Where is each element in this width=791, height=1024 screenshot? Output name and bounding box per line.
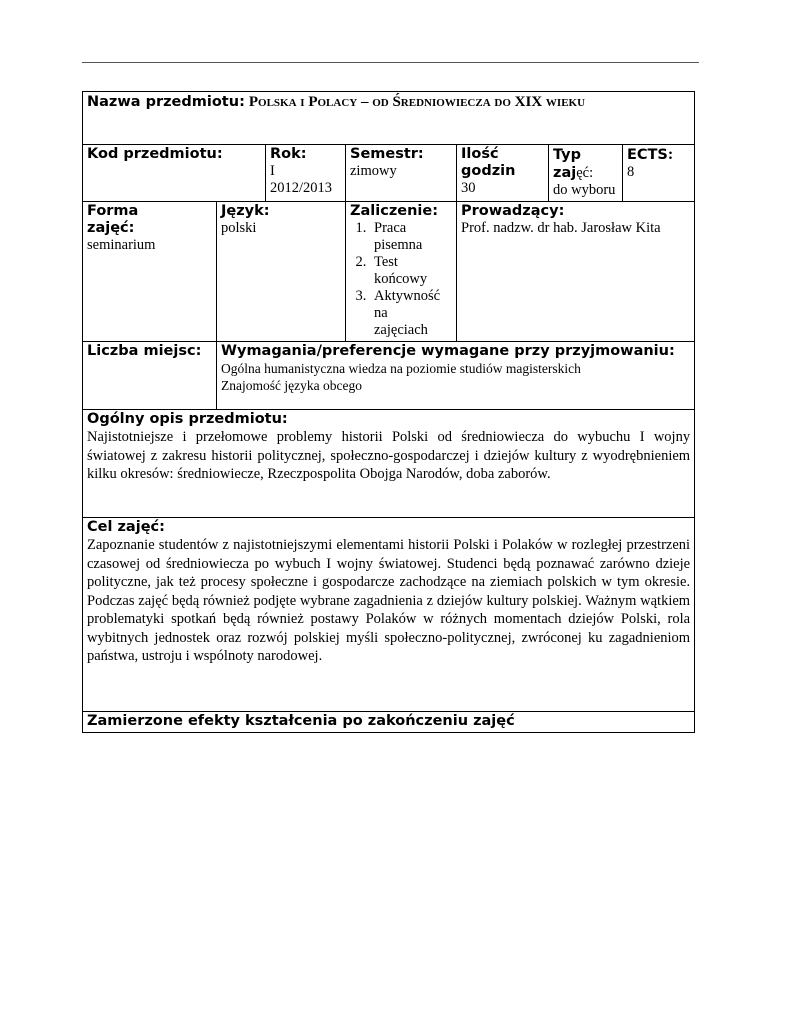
lecturer-label: Prowadzący: xyxy=(461,203,565,219)
assessment-cell xyxy=(346,202,457,342)
class-form-value: seminarium xyxy=(87,237,156,253)
hours-value: 30 xyxy=(461,180,476,196)
outcomes-cell xyxy=(83,712,695,733)
requirements-line: Znajomość języka obcego xyxy=(221,378,362,393)
lecturer-value: Prof. nadzw. dr hab. Jarosław Kita xyxy=(461,220,661,236)
objective-row xyxy=(83,518,695,712)
class-type-value: do wyboru xyxy=(553,182,616,198)
description-text: Najistotniejsze i przełomowe problemy historii Polski od średniowiecza do wybuchu I wojny światowej z zakresu historii politycznej, społeczno-gospodarczej i dziejów kultury z wyodrębnieniem kilku okresów: średniowiecze, Rzeczpospolita Obojga Narodów, doba zaborów. xyxy=(87,429,691,482)
class-type-label: Typ zajęć: xyxy=(553,147,594,181)
ects-value: 8 xyxy=(627,164,635,180)
course-code-row xyxy=(83,145,695,202)
outcomes-row xyxy=(83,712,695,733)
places-label: Liczba miejsc: xyxy=(87,343,202,359)
objective-text: Zapoznanie studentów z najistotniejszymi elementami historii Polski i Polaków w rozległej przestrzeni czasowej od średniowiecza po wybuch I wojny światowej. Studenci będą poznawać zarówno dzieje polityczne, jak też procesy społeczne i gospodarcze zachodzące na ziemiach polskich w tym okresie. Podczas zajęć będą również podjęte wybrane zagadnienia z dziejów kultury polskiej. Ważnym wątkiem problematyki spotkań będą również postawy Polaków w różnych momentach dziejów Polski, rola wybitnych jednostek oraz rozwój polskiej myśli społeczno-politycznej, zwróconej ku zagadnieniom państwa, ustroju i wspólnoty narodowej. xyxy=(87,537,691,664)
ects-label: ECTS: xyxy=(627,146,674,163)
class-type-cell xyxy=(549,145,623,202)
academic-year-value: 2012/2013 xyxy=(270,180,333,196)
class-form-row xyxy=(83,202,695,342)
semester-cell xyxy=(346,145,457,202)
class-form-label: Forma zajęć: xyxy=(87,203,139,236)
assessment-item: 2. Test końcowy xyxy=(370,254,452,288)
course-name-value: Polska i Polacy – od Średniowiecza do XIX wieku xyxy=(248,94,586,110)
year-value: I xyxy=(270,163,275,179)
language-value: polski xyxy=(221,220,257,236)
semester-value: zimowy xyxy=(350,163,397,179)
semester-label: Semestr: xyxy=(350,146,424,162)
language-label: Język: xyxy=(221,203,270,219)
language-cell xyxy=(217,202,346,342)
ects-cell xyxy=(623,145,695,202)
class-form-cell xyxy=(83,202,217,342)
description-cell xyxy=(83,410,695,518)
outcomes-label: Zamierzone efekty kształcenia po zakończeniu zajęć xyxy=(87,713,515,729)
header-rule xyxy=(82,62,699,63)
hours-label: Ilość godzin xyxy=(461,146,516,179)
places-cell xyxy=(83,342,217,410)
course-code-label: Kod przedmiotu: xyxy=(87,146,223,162)
year-cell xyxy=(266,145,346,202)
title-row xyxy=(83,92,695,145)
objective-label: Cel zajęć: xyxy=(87,519,165,535)
description-label: Ogólny opis przedmiotu: xyxy=(87,411,288,427)
course-name-cell xyxy=(83,92,695,145)
assessment-list xyxy=(350,220,452,339)
assessment-label: Zaliczenie: xyxy=(350,203,439,219)
course-name-label: Nazwa przedmiotu: xyxy=(87,94,245,110)
places-row xyxy=(83,342,695,410)
assessment-item: 3. Aktywność na zajęciach xyxy=(370,288,452,339)
requirements-label: Wymagania/preferencje wymagane przy przyjmowaniu: xyxy=(221,343,675,359)
requirements-cell xyxy=(217,342,695,410)
description-row xyxy=(83,410,695,518)
requirements-line: Ogólna humanistyczna wiedza na poziomie studiów magisterskich xyxy=(221,361,581,376)
objective-cell xyxy=(83,518,695,712)
hours-cell xyxy=(457,145,549,202)
year-label: Rok: xyxy=(270,146,307,162)
syllabus-table xyxy=(82,91,695,733)
assessment-item: 1. Praca pisemna xyxy=(370,220,452,254)
course-code-cell xyxy=(83,145,266,202)
lecturer-cell xyxy=(457,202,695,342)
